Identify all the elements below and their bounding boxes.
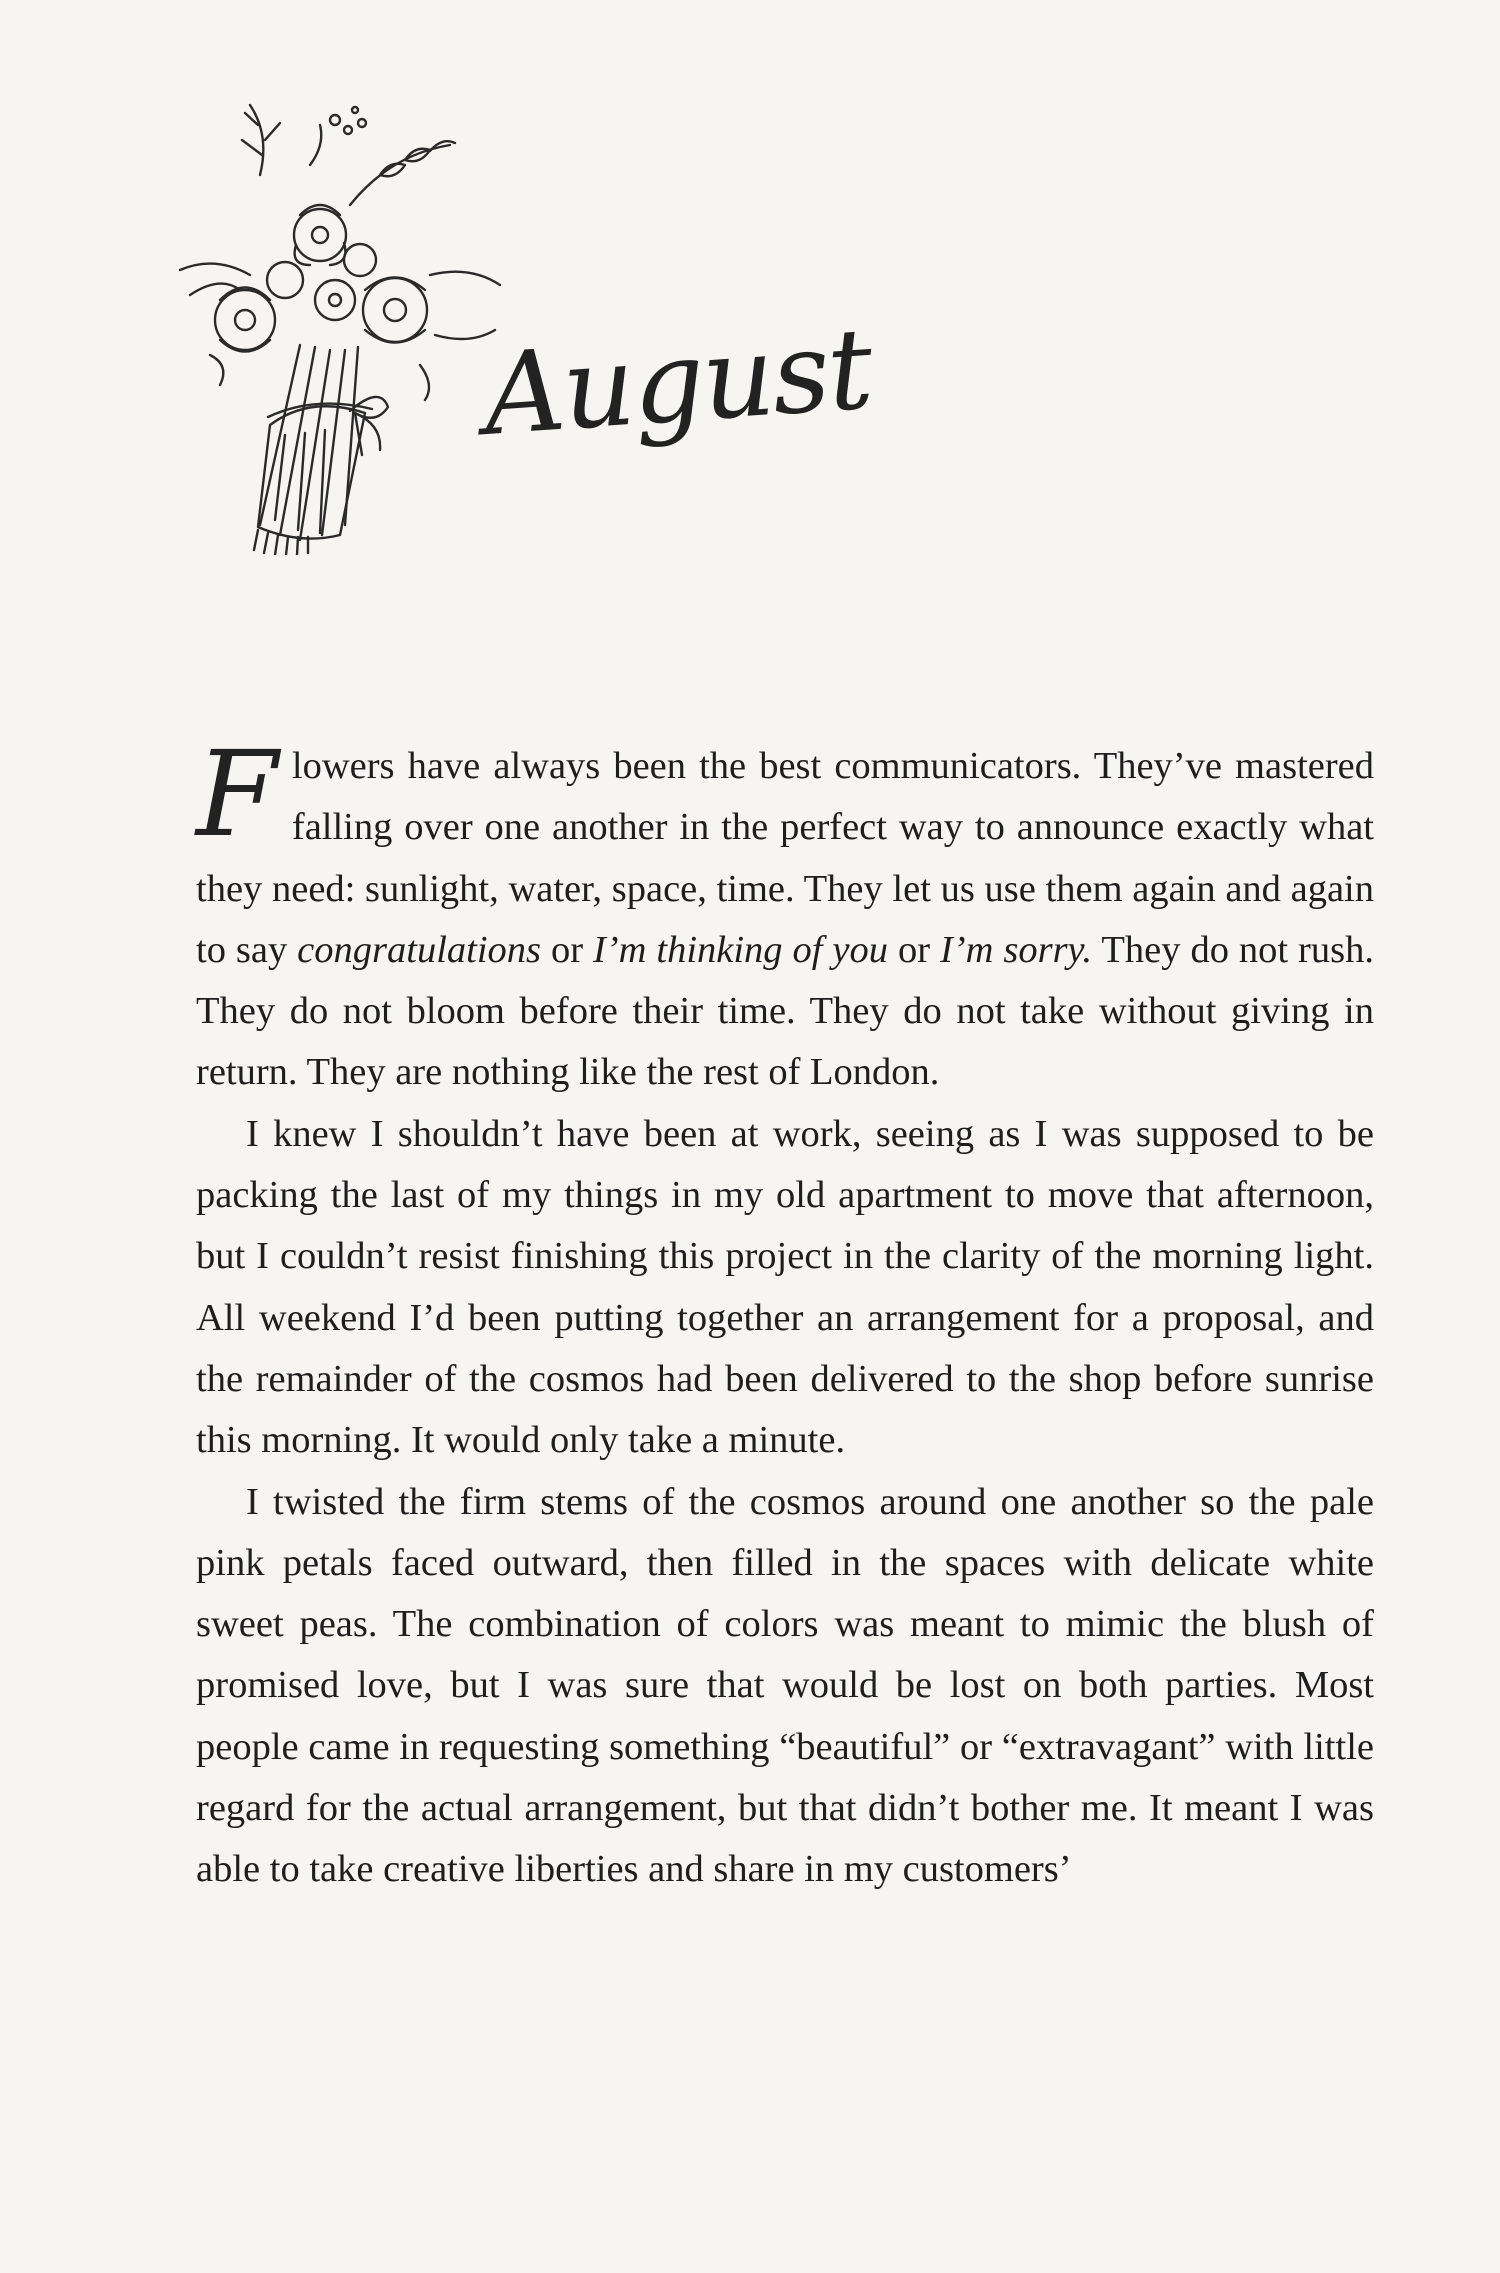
body-text [196, 725, 1374, 1901]
emphasis-congratulations: congratulations [297, 928, 542, 971]
paragraph-1-mid-1: or [541, 928, 593, 971]
paragraph-1-lead: lowers have always been the best communicators. They’ve mastered falling over one another in the perfect way to announce exactly what they need: sunlight, water, space, time. They let us use them again and again to say [196, 745, 1374, 971]
flower-bouquet-icon [150, 95, 540, 555]
paragraph-1 [196, 725, 1374, 1104]
emphasis-im-sorry: I’m sorry. [939, 928, 1093, 971]
paragraph-1-tail: They do not rush. They do not bloom before their time. They do not take without giving in return. They are nothing like the rest of London. [196, 928, 1374, 1094]
chapter-title: August [479, 304, 876, 461]
paragraph-3: I twisted the firm stems of the cosmos around one another so the pale pink petals faced outward, then filled in the spaces with delicate white sweet peas. The combination of colors was meant to mimic the blush of promised love, but I was sure that would be lost on both parties. Most people came in requesting something “beautiful” or “extravagant” with little regard for the actual arrangement, but that didn’t bother me. It meant I was able to take creative liberties and share in my customers’ [196, 1480, 1374, 1891]
drop-cap: F [196, 725, 278, 863]
paragraph-2: I knew I shouldn’t have been at work, seeing as I was supposed to be packing the last of my things in my old apartment to move that afternoon, but I couldn’t resist finishing this project in the clarity of the morning light. All weekend I’d been putting together an arrangement for a proposal, and the remainder of the cosmos had been delivered to the shop before sunrise this morning. It would only take a minute. [196, 1112, 1374, 1462]
paragraph-1-mid-2: or [888, 928, 940, 971]
emphasis-thinking-of-you: I’m thinking of you [592, 928, 888, 971]
